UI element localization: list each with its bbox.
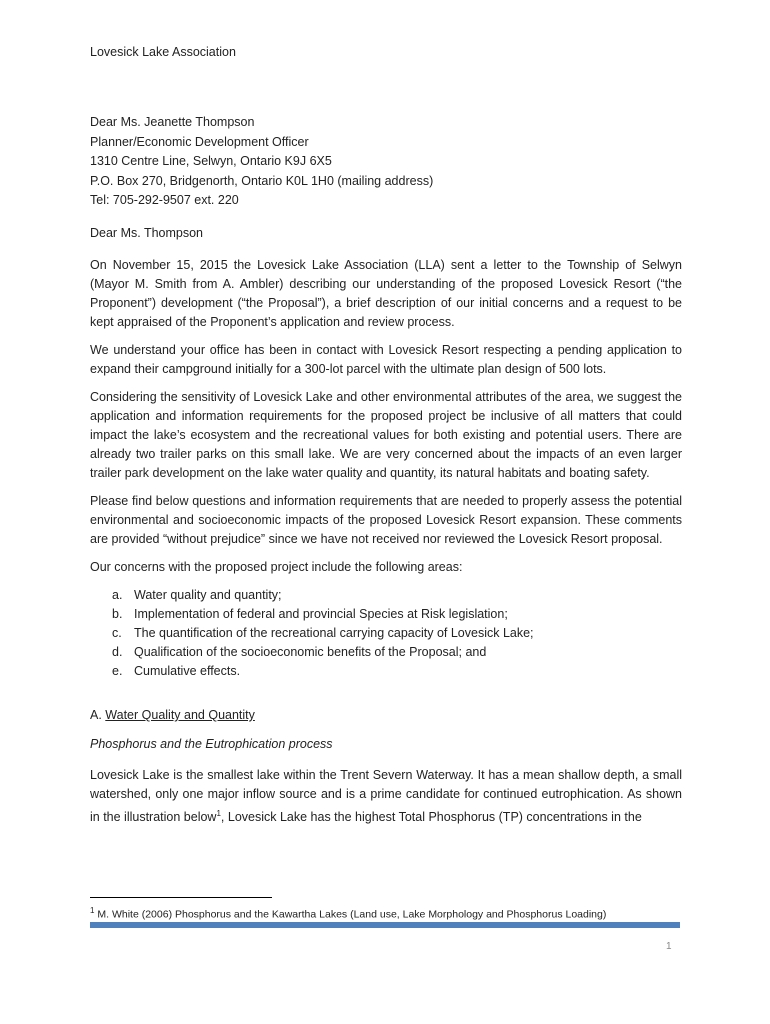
subsection-heading: Phosphorus and the Eutrophication process xyxy=(90,737,333,751)
list-item-text: Cumulative effects. xyxy=(134,664,241,678)
list-marker: e. xyxy=(112,664,123,678)
list-item-text: The quantification of the recreational carrying capacity of Lovesick Lake; xyxy=(134,626,534,640)
list-item xyxy=(90,605,682,624)
list-marker: a. xyxy=(112,588,123,602)
footnote-marker: 1 xyxy=(90,906,95,915)
list-item xyxy=(90,662,682,681)
list-item-text: Qualification of the socioeconomic benefits of the Proposal; and xyxy=(134,645,487,659)
paragraph xyxy=(90,766,682,827)
list-item-text: Implementation of federal and provincial Species at Risk legislation; xyxy=(134,607,508,621)
page-number: 1 xyxy=(666,941,672,952)
list-marker: d. xyxy=(112,645,123,659)
footnote-text: M. White (2006) Phosphorus and the Kawartha Lakes (Land use, Lake Morphology and Phosphorus Loading) xyxy=(94,908,607,921)
section-heading xyxy=(90,706,682,725)
list-marker: c. xyxy=(112,626,122,640)
recipient-address-block xyxy=(90,113,433,211)
footer-bar xyxy=(90,922,680,928)
paragraph: Considering the sensitivity of Lovesick Lake and other environmental attributes of the area, we suggest the application and information requirements for the proposed project be inclusive of all matters that could impact the lake’s ecosystem and the recreational values for both existing and potential users. There are already two trailer parks on this small lake. We are very concerned about the impacts of an even larger trailer park development on the lake water quality and quantity, its natural habitats and boating safety. xyxy=(90,390,682,480)
recipient-name: Dear Ms. Jeanette Thompson xyxy=(90,115,255,129)
section-title: Water Quality and Quantity xyxy=(105,708,255,722)
footnote xyxy=(90,906,606,921)
paragraph-text: , Lovesick Lake has the highest Total Phosphorus (TP) concentrations in the xyxy=(220,810,642,825)
paragraph: We understand your office has been in contact with Lovesick Resort respecting a pending application to expand their campground initially for a 300-lot parcel with the ultimate plan design of 500 lots. xyxy=(90,343,682,376)
concerns-list xyxy=(90,586,682,681)
list-item xyxy=(90,586,682,605)
salutation: Dear Ms. Thompson xyxy=(90,226,204,240)
footnote-reference[interactable]: 1 xyxy=(216,809,221,818)
recipient-phone: Tel: 705-292-9507 ext. 220 xyxy=(90,193,239,207)
paragraph: On November 15, 2015 the Lovesick Lake Association (LLA) sent a letter to the Township of Selwyn (Mayor M. Smith from A. Ambler) describing our understanding of the proposed Lovesick Resort (“the Proponent”) development (“the Proposal”), a brief description of our initial concerns and a request to be kept appraised of the Proponent’s application and review process. xyxy=(90,258,682,329)
section-prefix: A. xyxy=(90,708,106,722)
paragraph: Our concerns with the proposed project include the following areas: xyxy=(90,560,463,574)
list-item-text: Water quality and quantity; xyxy=(134,588,282,602)
list-item xyxy=(90,643,682,662)
list-marker: b. xyxy=(112,607,123,621)
letter-body xyxy=(90,256,682,836)
list-item xyxy=(90,624,682,643)
paragraph-text: Lovesick Lake is the smallest lake within the Trent Severn Waterway. It has a mean shallow depth, a small watershed, only one major inflow source and is a prime candidate for continued eutrophication. As shown in the illustration below xyxy=(90,768,682,825)
paragraph: Please find below questions and information requirements that are needed to properly assess the potential environmental and socioeconomic impacts of the proposed Lovesick Resort expansion. These comments are provided “without prejudice” since we have not received nor reviewed the Lovesick Resort proposal. xyxy=(90,494,682,546)
recipient-street: 1310 Centre Line, Selwyn, Ontario K9J 6X5 xyxy=(90,154,332,168)
organization-header: Lovesick Lake Association xyxy=(90,45,236,59)
footnote-separator xyxy=(90,897,272,898)
recipient-mailing: P.O. Box 270, Bridgenorth, Ontario K0L 1H0 (mailing address) xyxy=(90,173,434,188)
recipient-title: Planner/Economic Development Officer xyxy=(90,134,309,149)
